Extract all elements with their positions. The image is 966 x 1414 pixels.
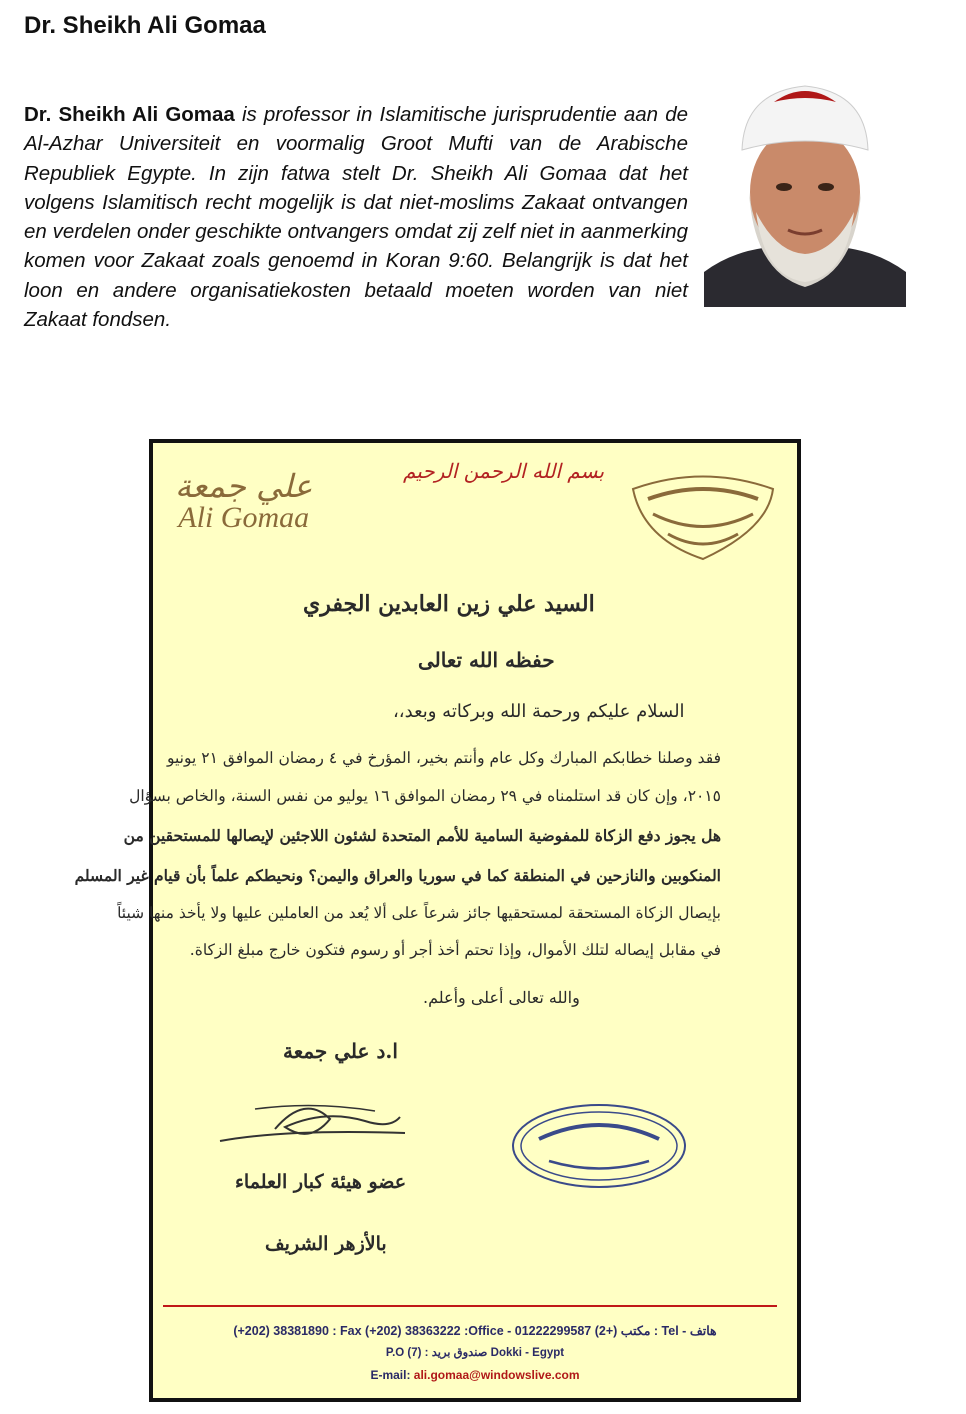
letter-addressee: السيد علي زين العابدين الجفري xyxy=(303,591,595,617)
letterhead-logo xyxy=(175,467,312,535)
intro-paragraph xyxy=(24,100,934,334)
letter-body-line: فقد وصلنا خطابكم المبارك وكل عام وأنتم بخير، المؤرخ في ٤ رمضان الموافق ٢١ يونيو xyxy=(167,749,721,767)
letter-closing: والله تعالى أعلى وأعلم. xyxy=(423,988,580,1007)
letter-body-line: المنكوبين والنازحين في المنطقة كما في سوريا والعراق واليمن؟ ونحيطكم علماً بأن قيام غير المسلم xyxy=(74,866,721,885)
letter-salutation: حفظه الله تعالى xyxy=(418,648,555,672)
footer-address: P.O صندوق بريد : (7) Dokki - Egypt xyxy=(385,1347,565,1359)
footer-email-address: ali.gomaa@windowslive.com xyxy=(413,1368,580,1382)
intro-lead: Dr. Sheikh Ali Gomaa xyxy=(24,103,235,126)
footer-email xyxy=(153,1368,797,1382)
signatory-name: ا.د علي جمعة xyxy=(283,1039,398,1063)
letter-greeting: السلام عليكم ورحمة الله وبركاته وبعد،، xyxy=(393,701,685,722)
letter-body-line: في مقابل إيصاله لتلك الأموال، وإذا تحتم أخذ أجر أو رسوم فتكون خارج مبلغ الزكاة. xyxy=(189,941,721,959)
basmala: بسم الله الرحمن الرحيم xyxy=(403,459,605,483)
footer-email-label: E-mail: xyxy=(370,1368,414,1382)
fatwa-letter-scan xyxy=(74,439,801,1402)
letterhead-arabic-name: علي جمعة xyxy=(175,467,313,505)
footer-phone-fax: (+202) 38381890 : Fax (+202) 38363222 :Office - مكتب (+2) 01222299587 : Tel - هاتف xyxy=(233,1324,717,1338)
letterhead-english-name: Ali Gomaa xyxy=(178,501,310,534)
role-line-2: بالأزهر الشريف xyxy=(265,1233,387,1255)
footer-divider xyxy=(163,1305,777,1307)
page-title: Dr. Sheikh Ali Gomaa xyxy=(24,12,266,39)
handwritten-signature-icon xyxy=(215,1089,415,1159)
al-azhar-seal-icon xyxy=(623,459,783,569)
intro-text: is professor in Islamitische jurisprudentie aan de Al-Azhar Universiteit en voormalig Groot Mufti van de Arabische Republiek Egypte. In zijn fatwa stelt Dr. Sheikh Ali Gomaa dat het volgens Islamitisch recht mogelijk is dat niet-moslims Zakaat ontvangen en verdelen onder geschikte ontvangers omdat zij zelf niet in aanmerking komen voor Zakaat zoals genoemd in Koran 9:60. Belangrijk is dat het loon en andere organisatiekosten betaald moeten worden van niet Zakaat fondsen. xyxy=(24,103,688,332)
official-stamp-icon xyxy=(509,1101,689,1191)
letter-body-line: ٢٠١٥، وإن كان قد استلمناه في ٢٩ رمضان الموافق ١٦ يوليو من نفس السنة، والخاص بسؤال xyxy=(129,787,721,805)
letter-body-line: بإيصال الزكاة المستحقة لمستحقيها جائز شرعاً على ألا يُعد من العاملين عليها ولا يأخذ منها شيئاً xyxy=(117,904,721,922)
letter-body-line: هل يجوز دفع الزكاة للمفوضية السامية للأمم المتحدة لشئون اللاجئين لإيصالها للمستحقين من xyxy=(123,826,721,845)
role-line-1: عضو هيئة كبار العلماء xyxy=(235,1171,407,1193)
